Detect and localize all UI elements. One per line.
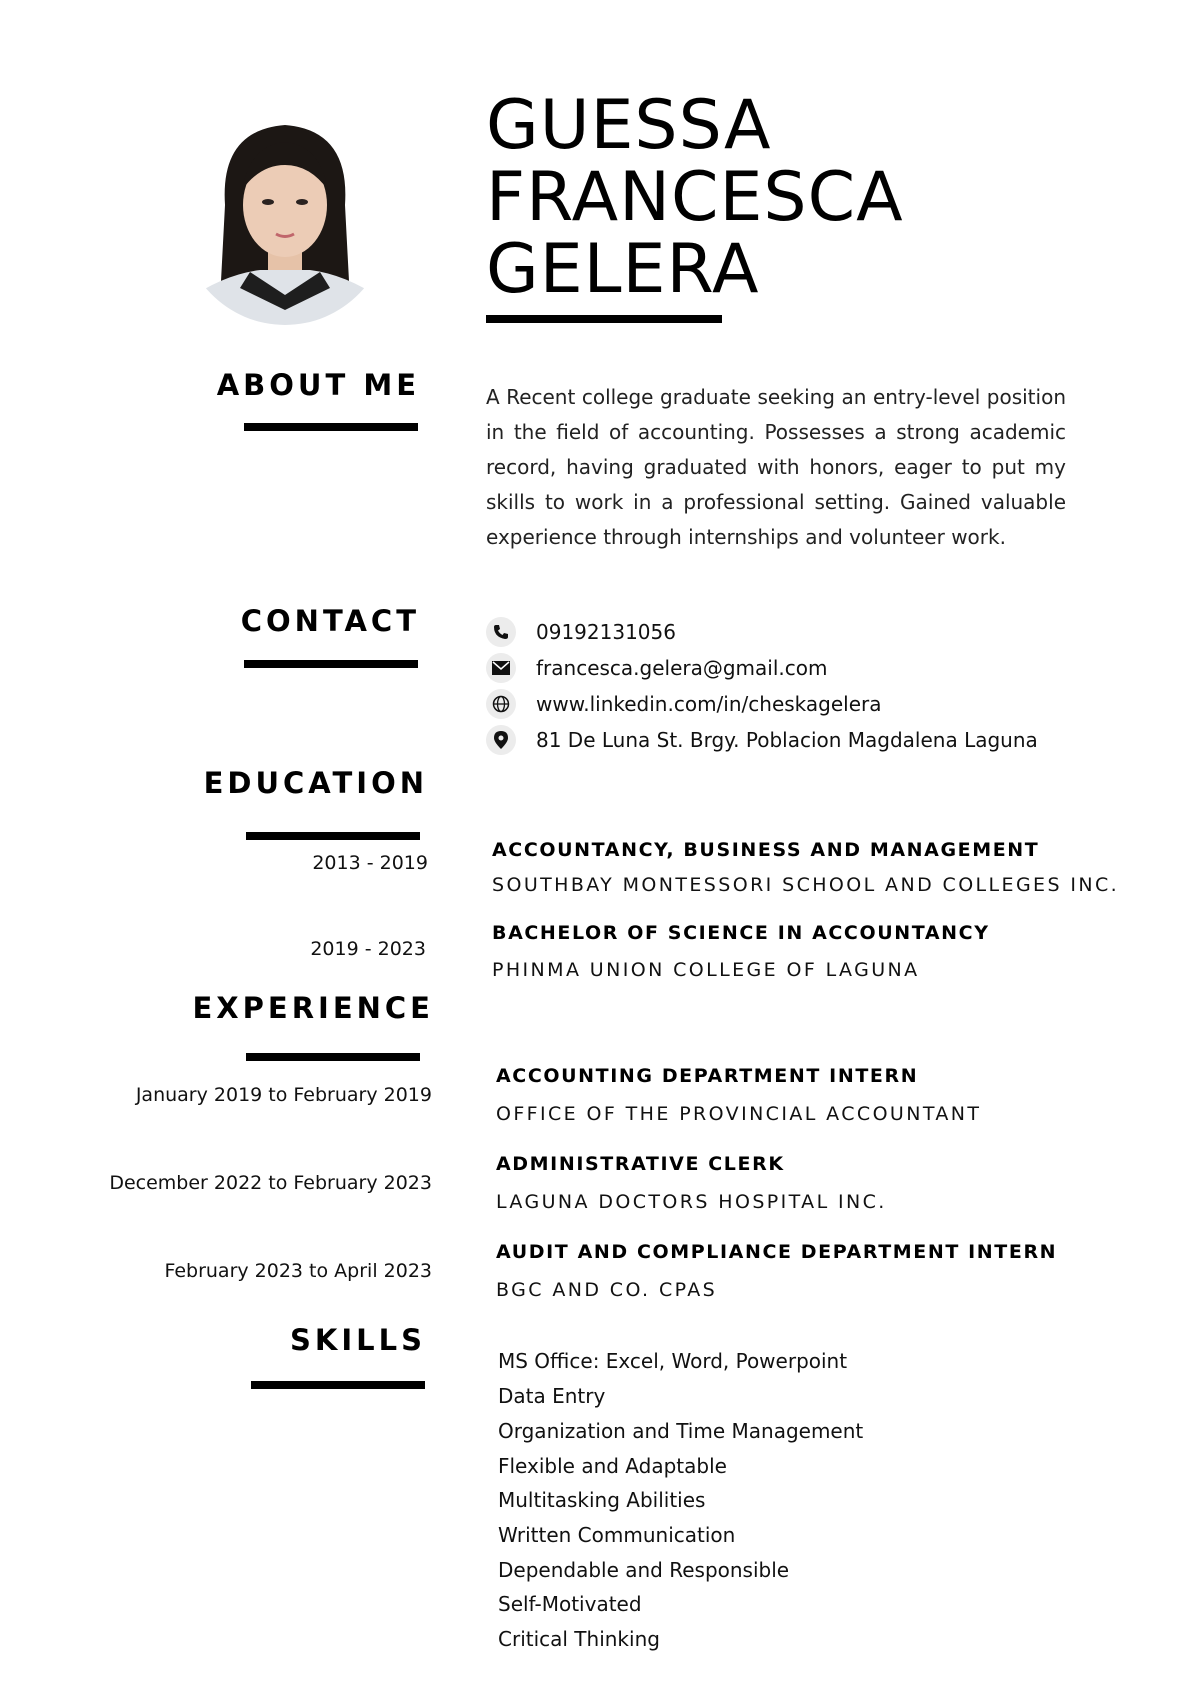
experience-date: January 2019 to February 2019 [135,1084,432,1106]
contact-phone [486,616,676,648]
experience-org: BGC AND CO. CPAS [496,1279,718,1301]
experience-title: ACCOUNTING DEPARTMENT INTERN [496,1065,919,1087]
section-title-about: ABOUT ME [216,368,420,402]
phone-text: 09192131056 [536,620,676,644]
email-icon [486,653,516,683]
name-line-3: GELERA [486,230,760,309]
section-title-skills: SKILLS [290,1323,426,1357]
experience-title: AUDIT AND COMPLIANCE DEPARTMENT INTERN [496,1241,1058,1263]
about-text: A Recent college graduate seeking an entry-level position in the field of accounting. Possesses a strong academic record, having graduated with honors, eager to put my skills to work in a professional setting. Gained valuable experience through internships and volunteer work. [486,385,1066,549]
skill-item: Multitasking Abilities [498,1488,706,1512]
education-title: ACCOUNTANCY, BUSINESS AND MANAGEMENT [492,839,1040,861]
education-date: 2019 - 2023 [310,938,426,960]
section-bar-education [246,832,420,840]
section-title-experience: EXPERIENCE [192,991,434,1025]
section-bar-skills [251,1381,425,1389]
skill-item: Self-Motivated [498,1592,642,1616]
education-title: BACHELOR OF SCIENCE IN ACCOUNTANCY [492,922,990,944]
experience-title: ADMINISTRATIVE CLERK [496,1153,785,1175]
section-bar-contact [244,660,418,668]
linkedin-text: www.linkedin.com/in/cheskagelera [536,692,882,716]
name-underline [486,315,722,323]
name-line-2: FRANCESCA [486,158,904,237]
experience-org: LAGUNA DOCTORS HOSPITAL INC. [496,1191,887,1213]
section-bar-experience [246,1053,420,1061]
section-bar-about [244,423,418,431]
profile-photo [180,110,390,325]
education-school: SOUTHBAY MONTESSORI SCHOOL AND COLLEGES INC. [492,874,1120,896]
education-date: 2013 - 2019 [312,852,428,874]
experience-org: OFFICE OF THE PROVINCIAL ACCOUNTANT [496,1103,982,1125]
globe-icon [486,689,516,719]
email-text: francesca.gelera@gmail.com [536,656,828,680]
skill-item: Written Communication [498,1523,736,1547]
skill-item: Dependable and Responsible [498,1558,790,1582]
experience-date: December 2022 to February 2023 [109,1172,432,1194]
skill-item: Data Entry [498,1384,606,1408]
skill-item: Organization and Time Management [498,1419,864,1443]
skill-item: Critical Thinking [498,1627,660,1651]
section-title-contact: CONTACT [240,604,420,638]
experience-date: February 2023 to April 2023 [164,1260,432,1282]
skill-item: MS Office: Excel, Word, Powerpoint [498,1349,848,1373]
location-pin-icon [486,725,516,755]
contact-email[interactable] [486,652,827,684]
address-text: 81 De Luna St. Brgy. Poblacion Magdalena Laguna [536,728,1038,752]
section-title-education: EDUCATION [203,766,428,800]
name-line-1: GUESSA [486,86,772,165]
education-school: PHINMA UNION COLLEGE OF LAGUNA [492,959,920,981]
skill-item: Flexible and Adaptable [498,1454,727,1478]
contact-linkedin[interactable] [486,688,882,720]
contact-address [486,724,1038,756]
phone-icon [486,617,516,647]
